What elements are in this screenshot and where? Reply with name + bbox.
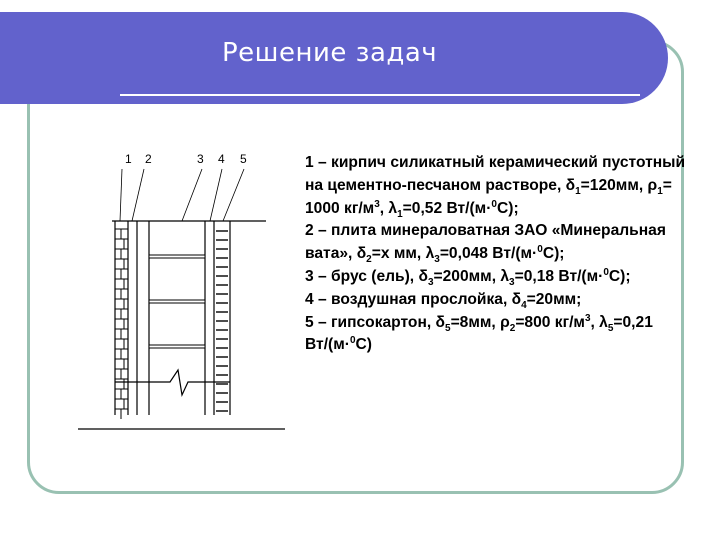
header-underline xyxy=(120,94,640,96)
diagram-label-4: 4 xyxy=(218,152,225,166)
layers-description xyxy=(305,152,690,357)
layer-item: 4 – воздушная прослойка, $\delta_4=20мм$; xyxy=(305,290,582,311)
diagram-label-1: 1 xyxy=(125,152,132,166)
layer-item: 3 – брус (ель), $\delta_3=200мм$, $\lambda_3=0,18$ Вт/(м·$^0$С); xyxy=(305,266,631,289)
timber-crosspiece xyxy=(149,255,205,258)
break-symbol xyxy=(115,370,230,395)
layer-item: 1 – кирпич силикатный керамический пустотный на цементно-песчаном растворе, $\delta_1=120мм$, $\rho_1= 1000$ $кг/м^3$, $\lambda_1=0,52$ Вт/(м·$^0$С); xyxy=(305,154,686,220)
layer-item: 5 – гипсокартон, $\delta_5=8мм$, $\rho_2=800$ $кг/м^3$, $\lambda_5=0,21$ Вт/(м·$^0$С) xyxy=(305,312,653,354)
leader-4 xyxy=(210,169,222,221)
diagram-label-5: 5 xyxy=(240,152,247,166)
leader-3 xyxy=(182,169,202,221)
diagram-label-3: 3 xyxy=(197,152,204,166)
layer-item: 2 – плита минераловатная ЗАО «Минеральная вата», $\delta_2=x$ мм, $\lambda_3=0,048$ Вт/(м·$^0$С); xyxy=(305,222,666,266)
leader-2 xyxy=(132,169,144,221)
timber-crosspiece xyxy=(149,345,205,348)
wall-section-diagram xyxy=(70,145,300,445)
diagram-label-2: 2 xyxy=(145,152,152,166)
slide-title: Решение задач xyxy=(222,38,438,68)
timber-crosspiece xyxy=(149,300,205,303)
leader-5 xyxy=(223,169,244,221)
leader-1 xyxy=(120,169,122,221)
